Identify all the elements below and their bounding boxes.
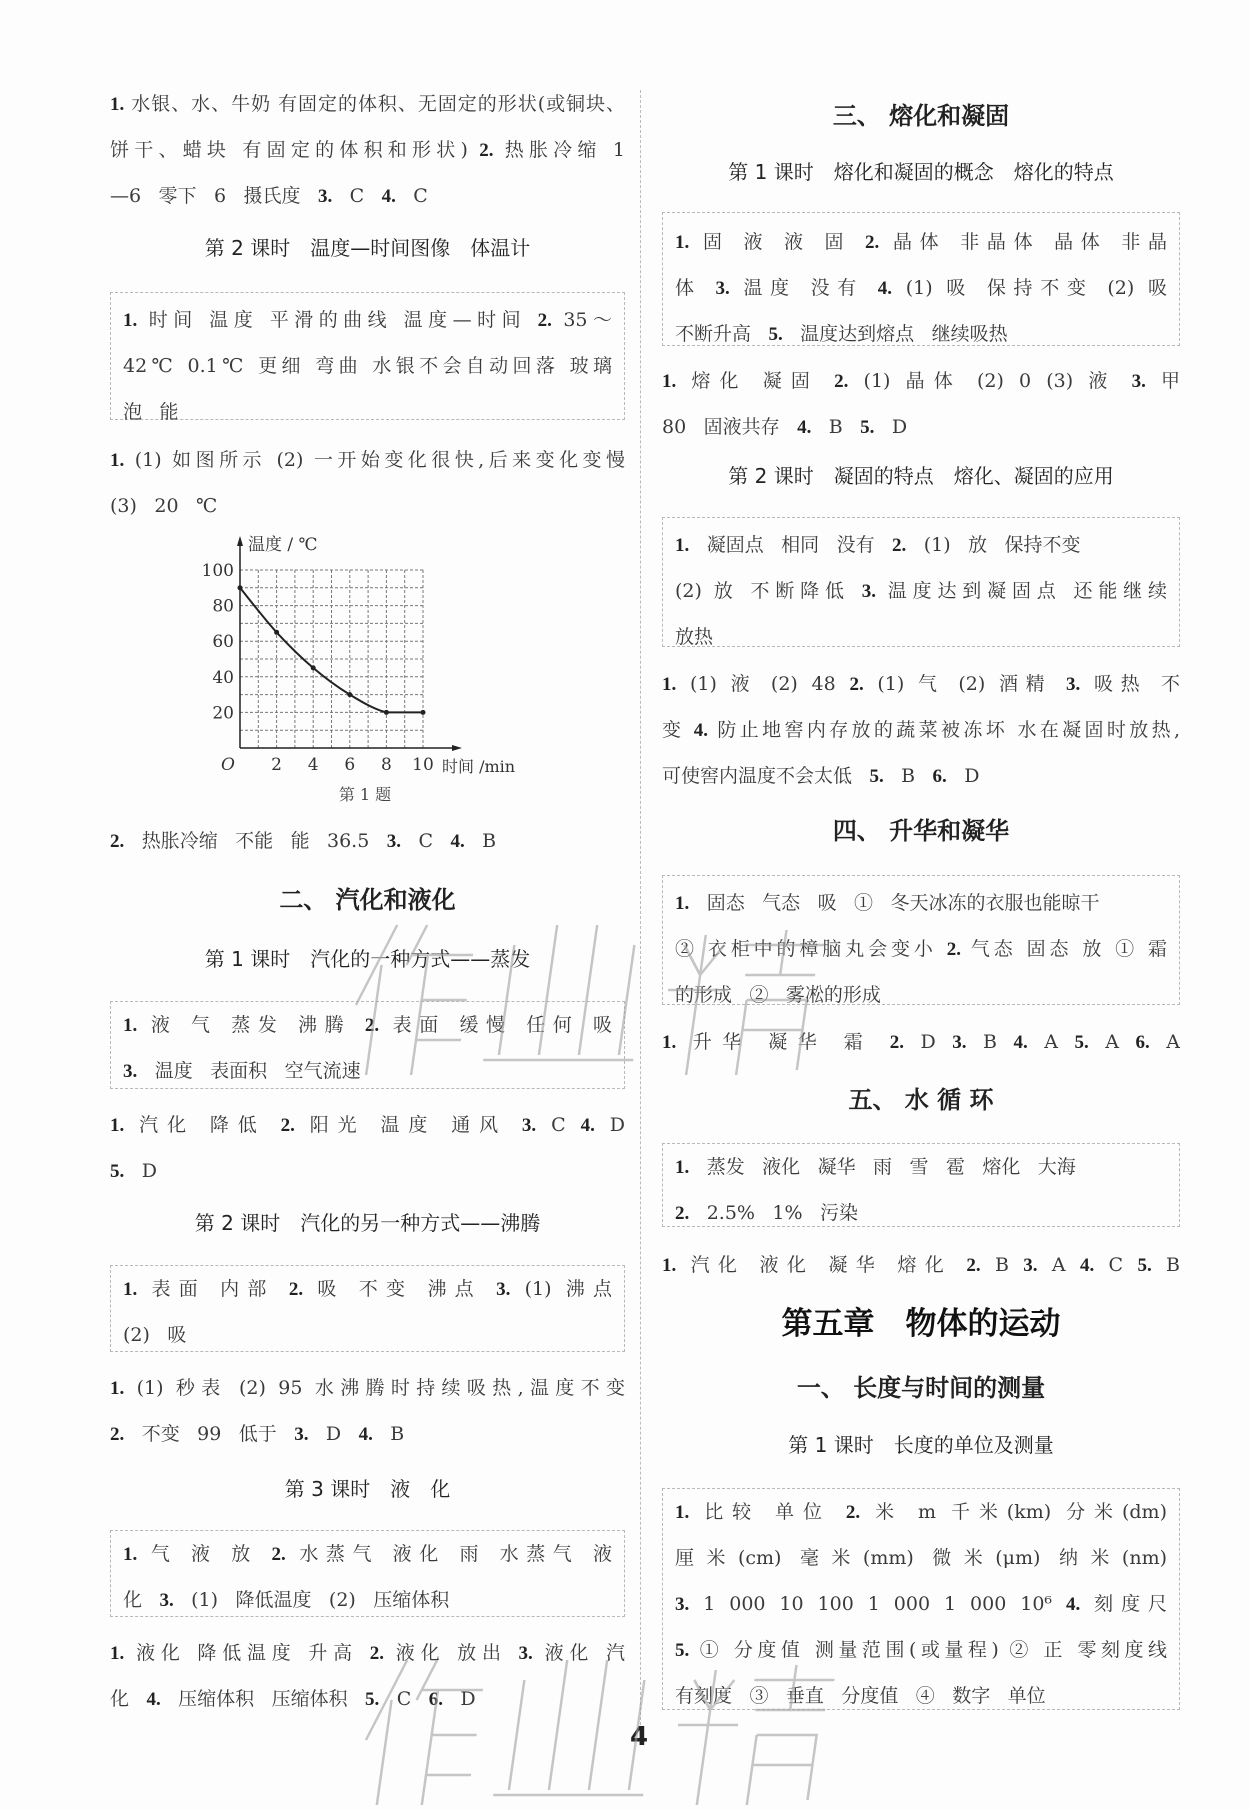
text-line: 2. 2.5% 1% 污染 <box>675 1202 858 1224</box>
text-line: —6 零下 6 摄氏度 3. C 4. C <box>110 185 428 207</box>
question-number: 2. <box>110 831 125 852</box>
text-line: 不断升高 5. 温度达到熔点 继续吸热 <box>675 323 1008 345</box>
question-number: 1. <box>110 1643 125 1664</box>
section-heading: 二、 汽化和液化 <box>279 886 456 914</box>
text-line: (2) 放 不断降低 3. 温度达到凝固点 还能继续 <box>675 580 1167 602</box>
section-heading: 三、 熔化和凝固 <box>832 102 1010 130</box>
data-point <box>238 585 243 590</box>
x-tick-label: 8 <box>380 755 392 775</box>
question-number: 2. <box>849 674 864 695</box>
question-number: 2. <box>834 371 849 392</box>
question-number: 3. <box>521 1115 537 1136</box>
answer-paragraph <box>662 1242 1180 1288</box>
question-number: 3. <box>518 1643 533 1664</box>
question-number: 2. <box>966 1255 981 1276</box>
data-point <box>347 692 352 697</box>
question-number: 1. <box>123 1544 138 1565</box>
data-point <box>274 630 279 635</box>
x-tick-label: 4 <box>307 755 319 775</box>
origin-label: O <box>221 755 235 775</box>
question-number: 4. <box>1013 1032 1028 1053</box>
text-line: 化 4. 压缩体积 压缩体积 5. C 6. D <box>110 1688 476 1710</box>
text-line: 1. 水银、水、牛奶 有固定的体积、无固定的形状(或铜块、 <box>110 93 625 115</box>
text-line: 1. (1) 液 (2) 48 2. (1) 气 (2) 酒精 3. 吸热 不 <box>662 673 1180 695</box>
text-line: 泡 能 <box>123 401 179 423</box>
question-number: 5. <box>1137 1255 1152 1276</box>
text-line: 1. 气 液 放 2. 水蒸气 液化 雨 水蒸气 液 <box>123 1543 612 1565</box>
question-number: 1. <box>123 310 138 331</box>
question-number: 1. <box>675 1157 690 1178</box>
question-number: 4. <box>877 278 892 299</box>
y-tick-label: 40 <box>212 667 234 688</box>
question-number: 3. <box>1023 1255 1038 1276</box>
question-number: 2. <box>845 1502 861 1523</box>
column-divider <box>640 90 641 1740</box>
question-number: 3. <box>294 1424 309 1445</box>
question-number: 1. <box>110 94 125 115</box>
question-number: 2. <box>271 1544 286 1565</box>
text-line: 1. 比较 单位 2. 米 m 千米(km) 分米(dm) <box>675 1501 1167 1523</box>
question-number: 5. <box>869 766 884 787</box>
question-number: 4. <box>580 1115 595 1136</box>
question-number: 1. <box>675 1502 690 1523</box>
chapter-heading: 第五章 物体的运动 <box>781 1306 1061 1342</box>
question-number: 2. <box>537 310 552 331</box>
question-number: 1. <box>675 535 690 556</box>
question-number: 3. <box>1066 674 1081 695</box>
data-point <box>421 710 426 715</box>
y-axis-label: 温度 / ℃ <box>248 535 318 555</box>
question-number: 1. <box>662 674 677 695</box>
question-number: 2. <box>369 1643 384 1664</box>
question-number: 3. <box>861 581 876 602</box>
text-line: 1. 蒸发 液化 凝华 雨 雪 雹 熔化 大海 <box>675 1156 1076 1178</box>
lesson-heading: 第 2 课时 凝固的特点 熔化、凝固的应用 <box>728 464 1114 488</box>
text-line: 变 4. 防止地窖内存放的蔬菜被冻坏 水在凝固时放热, <box>662 719 1180 741</box>
left-column <box>110 0 625 1797</box>
lesson-heading: 第 1 课时 熔化和凝固的概念 熔化的特点 <box>728 160 1114 184</box>
text-line: 5. ① 分度值 测量范围(或量程) ② 正 零刻度线 <box>675 1639 1167 1661</box>
text-line: 的形成 ② 雾凇的形成 <box>675 984 881 1006</box>
question-number: 2. <box>889 1032 904 1053</box>
answer-box <box>110 1530 625 1617</box>
question-number: 1. <box>123 1279 138 1300</box>
chart-caption: 第 1 题 <box>338 785 392 804</box>
answer-paragraph <box>662 358 1180 450</box>
question-number: 2. <box>864 232 880 253</box>
question-number: 5. <box>860 417 875 438</box>
question-number: 3. <box>1131 371 1146 392</box>
answer-box <box>662 1488 1180 1710</box>
answer-paragraph <box>110 1365 625 1457</box>
question-number: 2. <box>675 1203 690 1224</box>
answer-paragraph <box>110 1630 625 1722</box>
question-number: 2. <box>946 939 961 960</box>
text-line: 1. 固 液 液 固 2. 晶体 非晶体 晶体 非晶 <box>675 231 1167 253</box>
question-number: 1. <box>110 1378 125 1399</box>
question-number: 1. <box>110 1115 125 1136</box>
question-number: 3. <box>715 278 730 299</box>
answer-paragraph <box>110 818 625 864</box>
question-number: 3. <box>159 1590 174 1611</box>
question-number: 2. <box>280 1115 295 1136</box>
x-tick-label: 2 <box>271 755 283 775</box>
temperature-time-chart <box>150 520 550 820</box>
y-tick-label: 80 <box>212 596 234 617</box>
question-number: 4. <box>797 417 812 438</box>
answer-paragraph <box>662 1019 1180 1065</box>
section-heading: 四、 升华和凝华 <box>832 817 1010 845</box>
lesson-heading: 第 2 课时 汽化的另一种方式——沸腾 <box>194 1211 541 1235</box>
text-line: ② 衣柜中的樟脑丸会变小 2. 气态 固态 放 ① 霜 <box>675 938 1167 960</box>
answer-box <box>662 1143 1180 1227</box>
question-number: 4. <box>1065 1594 1081 1615</box>
text-line: 1. 熔化 凝固 2. (1) 晶体 (2) 0 (3) 液 3. 甲 <box>662 370 1180 392</box>
section-heading: 一、 长度与时间的测量 <box>796 1374 1046 1402</box>
question-number: 1. <box>662 1255 677 1276</box>
question-number: 4. <box>450 831 465 852</box>
question-number: 2. <box>288 1279 304 1300</box>
text-line: 1. 表面 内部 2. 吸 不变 沸点 3. (1) 沸点 <box>123 1278 612 1300</box>
answer-paragraph <box>110 1102 625 1194</box>
question-number: 6. <box>1135 1032 1150 1053</box>
x-tick-label: 6 <box>344 755 356 775</box>
right-column <box>662 0 1180 1797</box>
question-number: 4. <box>381 186 396 207</box>
question-number: 5. <box>110 1161 125 1182</box>
question-number: 4. <box>146 1689 161 1710</box>
answer-box <box>662 212 1180 346</box>
text-line: 化 3. (1) 降低温度 (2) 压缩体积 <box>123 1589 450 1611</box>
text-line: 厘米(cm) 毫米(mm) 微米(μm) 纳米(nm) <box>675 1547 1167 1569</box>
question-number: 6. <box>932 766 947 787</box>
lesson-heading: 第 1 课时 长度的单位及测量 <box>788 1433 1054 1457</box>
answer-box <box>110 1265 625 1352</box>
y-tick-label: 100 <box>201 561 234 581</box>
answer-box <box>662 517 1180 647</box>
text-line: 80 固液共存 4. B 5. D <box>662 416 908 438</box>
text-line: 1. 时间 温度 平滑的曲线 温度—时间 2. 35～ <box>123 309 612 331</box>
question-number: 5. <box>1074 1032 1089 1053</box>
x-axis-label: 时间 /min <box>442 757 516 776</box>
question-number: 3. <box>386 831 402 852</box>
text-line: 1. 凝固点 相同 没有 2. (1) 放 保持不变 <box>675 534 1081 556</box>
text-line: 1. 固态 气态 吸 ① 冬天冰冻的衣服也能晾干 <box>675 892 1100 914</box>
text-line: 1. 液化 降低温度 升高 2. 液化 放出 3. 液化 汽 <box>110 1642 625 1664</box>
lesson-heading: 第 3 课时 液 化 <box>284 1477 451 1501</box>
text-line: 5. D <box>110 1160 157 1182</box>
question-number: 1. <box>675 893 690 914</box>
answer-box <box>110 292 625 423</box>
question-number: 1. <box>662 371 677 392</box>
text-line: 1. 汽化 液化 凝华 熔化 2. B 3. A 4. C 5. B <box>662 1254 1180 1276</box>
y-tick-label: 20 <box>212 703 234 724</box>
text-line: 3. 温度 表面积 空气流速 <box>123 1060 361 1082</box>
text-line: (3) 20 ℃ <box>110 495 218 517</box>
text-line: 放热 <box>675 626 714 648</box>
question-number: 1. <box>123 1015 138 1036</box>
question-number: 4. <box>358 1424 373 1445</box>
data-point <box>311 665 316 670</box>
text-line: 1. (1) 如图所示 (2) 一开始变化很快,后来变化变慢 <box>110 449 625 471</box>
text-line: 1. 液 气 蒸发 沸腾 2. 表面 缓慢 任何 吸 <box>123 1014 612 1036</box>
y-tick-label: 60 <box>212 632 234 653</box>
question-number: 6. <box>428 1689 443 1710</box>
text-line: 体 3. 温度 没有 4. (1) 吸 保持不变 (2) 吸 <box>675 277 1167 299</box>
text-line: 2. 热胀冷缩 不能 能 36.5 3. C 4. B <box>110 830 497 852</box>
question-number: 4. <box>1079 1255 1095 1276</box>
question-number: 5. <box>365 1689 380 1710</box>
lesson-heading: 第 2 课时 温度—时间图像 体温计 <box>204 236 531 260</box>
text-line: 1. 升华 凝华 霜 2. D 3. B 4. A 5. A 6. A <box>662 1031 1180 1053</box>
question-number: 3. <box>675 1594 690 1615</box>
x-axis-arrow-icon <box>452 745 462 751</box>
answer-paragraph <box>110 81 625 219</box>
question-number: 1. <box>662 1032 677 1053</box>
question-number: 5. <box>768 324 783 345</box>
question-number: 3. <box>952 1032 967 1053</box>
x-tick-label: 10 <box>412 755 434 775</box>
section-heading: 五、 水 循 环 <box>848 1086 994 1114</box>
answer-box <box>662 875 1180 1005</box>
y-axis-arrow-icon <box>237 536 243 546</box>
question-number: 3. <box>496 1279 511 1300</box>
answer-paragraph <box>110 437 625 529</box>
text-line: 2. 不变 99 低于 3. D 4. B <box>110 1423 405 1445</box>
question-number: 5. <box>675 1640 690 1661</box>
question-number: 2. <box>110 1424 125 1445</box>
text-line: 饼干、蜡块 有固定的体积和形状) 2. 热胀冷缩 1 <box>110 139 625 161</box>
text-line: 1. 汽化 降低 2. 阳光 温度 通风 3. C 4. D <box>110 1114 625 1136</box>
text-line: (2) 吸 <box>123 1324 187 1346</box>
text-line: 3. 1 000 10 100 1 000 1 000 10⁶ 4. 刻度尺 <box>675 1593 1167 1615</box>
question-number: 2. <box>892 535 907 556</box>
question-number: 4. <box>693 720 709 741</box>
data-point <box>384 710 389 715</box>
question-number: 2. <box>479 140 494 161</box>
text-line: 有刻度 ③ 垂直 分度值 ④ 数字 单位 <box>675 1685 1046 1707</box>
question-number: 1. <box>675 232 690 253</box>
answer-paragraph <box>662 661 1180 799</box>
question-number: 2. <box>364 1015 380 1036</box>
text-line: 可使窖内温度不会太低 5. B 6. D <box>662 765 980 787</box>
text-line: 42℃ 0.1℃ 更细 弯曲 水银不会自动回落 玻璃 <box>123 355 612 377</box>
text-line: 1. (1) 秒表 (2) 95 水沸腾时持续吸热,温度不变 <box>110 1377 625 1399</box>
answer-box <box>110 1001 625 1089</box>
page-number: 4 <box>630 1722 649 1752</box>
question-number: 1. <box>110 450 125 471</box>
lesson-heading: 第 1 课时 汽化的一种方式——蒸发 <box>204 947 531 971</box>
question-number: 3. <box>123 1061 138 1082</box>
question-number: 3. <box>317 186 333 207</box>
